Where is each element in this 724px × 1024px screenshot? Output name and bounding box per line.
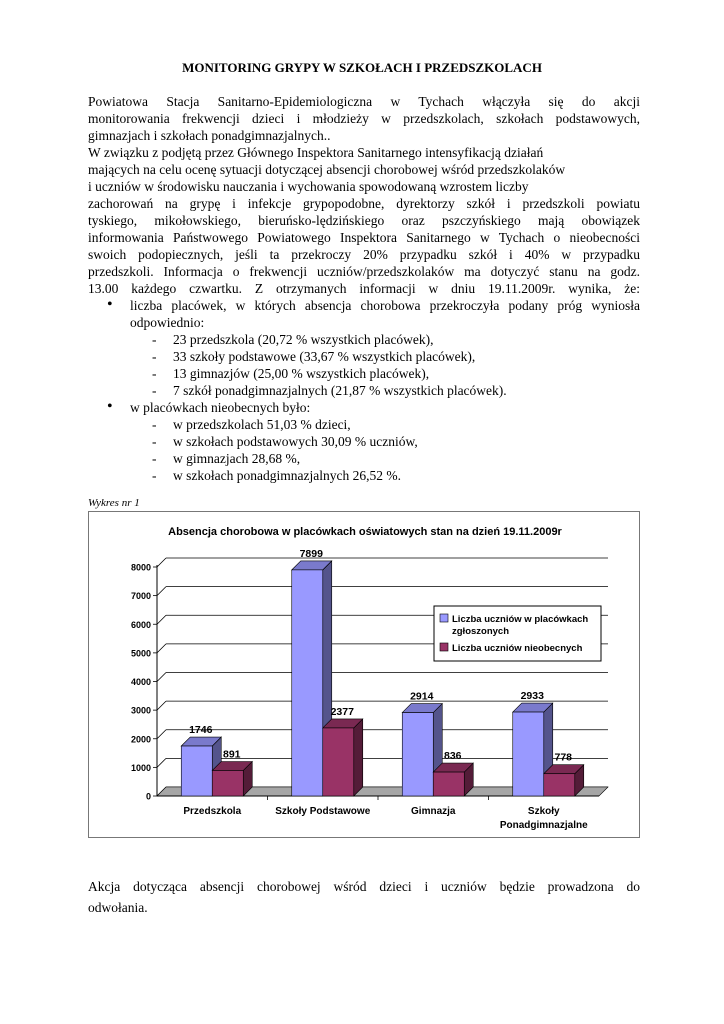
legend-swatch — [440, 614, 448, 622]
dash-icon: - — [152, 417, 157, 432]
dash-icon: - — [152, 468, 157, 483]
gridline-depth — [157, 558, 166, 567]
gridline-depth — [157, 701, 166, 710]
bullet2-item: w przedszkolach 51,03 % dzieci, — [173, 417, 351, 432]
data-label: 7899 — [299, 547, 323, 560]
paragraph2-line2: mających na celu ocenę sytuacji dotyczącej absencji chorobowej wśród przedszkolaków — [88, 162, 566, 177]
gridline-depth — [157, 758, 166, 767]
paragraph2-line1: W związku z podjętą przez Głównego Inspektora Sanitarnego intensyfikacją działań — [88, 145, 544, 160]
chart-caption: Wykres nr 1 — [88, 497, 140, 509]
gridline-depth — [157, 644, 166, 653]
x-tick-label: Ponadgimnazjalne — [499, 820, 588, 831]
y-tick-label: 0 — [145, 791, 151, 802]
legend-label: Liczba uczniów w placówkach — [452, 614, 589, 625]
paragraph2-line6: informowania Państwowego Powiatowego Inspektora Sanitarnego w Tychach o nieobecności — [88, 230, 640, 245]
footer-line1: Akcja dotycząca absencji chorobowej wśród dzieci i uczniów będzie prowadzona do — [88, 879, 640, 894]
bullet1-line1: liczba placówek, w których absencja chorobowa przekroczyła podany próg wyniosła — [130, 298, 640, 313]
dash-icon: - — [152, 366, 157, 381]
paragraph1-line3: gimnazjach i szkołach ponadgimnazjalnych.. — [88, 128, 331, 143]
bullet1-line2: odpowiednio: — [130, 315, 205, 330]
bar — [544, 774, 575, 796]
bar — [433, 772, 464, 796]
page-title: MONITORING GRYPY W SZKOŁACH I PRZEDSZKOLACH — [182, 60, 542, 75]
data-label: 836 — [443, 750, 462, 763]
y-tick-label: 4000 — [130, 677, 151, 687]
x-tick-label: Przedszkola — [183, 806, 242, 817]
bar — [513, 712, 544, 796]
bar — [323, 728, 354, 796]
gridline-depth — [157, 730, 166, 739]
legend-swatch — [440, 643, 448, 651]
y-tick-label: 8000 — [130, 562, 151, 573]
bullet1-item: 13 gimnazjów (25,00 % wszystkich placówek), — [173, 366, 430, 381]
gridline-depth — [157, 673, 166, 682]
data-label: 2933 — [520, 690, 544, 703]
bullet2-item: w gimnazjach 28,68 %, — [173, 451, 301, 466]
y-tick-label: 2000 — [130, 734, 151, 745]
bar-chart — [89, 512, 641, 839]
paragraph1-line1: Powiatowa Stacja Sanitarno-Epidemiologiczna w Tychach włączyła się do akcji — [88, 94, 640, 109]
legend-label: Liczba uczniów nieobecnych — [452, 643, 583, 654]
y-tick-label: 1000 — [130, 762, 151, 773]
bullet-icon: • — [107, 398, 113, 415]
dash-icon: - — [152, 349, 157, 364]
y-tick-label: 3000 — [130, 705, 151, 716]
dash-icon: - — [152, 332, 157, 347]
bullet1-item: 7 szkół ponadgimnazjalnych (21,87 % wszystkich placówek). — [173, 383, 507, 398]
bullet1-item: 33 szkoły podstawowe (33,67 % wszystkich placówek), — [173, 349, 476, 364]
gridline-depth — [157, 615, 166, 624]
bar — [181, 746, 212, 796]
x-tick-label: Gimnazja — [411, 806, 456, 817]
bullet2-item: w szkołach podstawowych 30,09 % uczniów, — [173, 434, 418, 449]
dash-icon: - — [152, 434, 157, 449]
legend-label: zgłoszonych — [452, 626, 510, 637]
y-tick-label: 6000 — [130, 619, 151, 630]
chart-title: Absencja chorobowa w placówkach oświatowych stan na dzień 19.11.2009r — [168, 526, 562, 538]
data-label: 778 — [554, 751, 573, 764]
paragraph2-line3: i uczniów w środowisku nauczania i wychowania spowodowaną wzrostem liczby — [88, 179, 529, 194]
bullet1-item: 23 przedszkola (20,72 % wszystkich placówek), — [173, 332, 434, 347]
paragraph2-line8: przedszkoli. Informacja o frekwencji uczniów/przedszkolaków ma dotyczyć stanu na godz. — [88, 264, 640, 279]
chart-container — [88, 511, 640, 838]
bar-side — [354, 719, 363, 796]
bar — [292, 570, 323, 796]
bar — [402, 713, 433, 796]
bullet2-item: w szkołach ponadgimnazjalnych 26,52 %. — [173, 468, 401, 483]
paragraph1-line2: monitorowania frekwencji dzieci i młodzieży w przedszkolach, szkołach podstawowych, — [88, 111, 640, 126]
x-tick-label: Szkoły — [527, 806, 560, 817]
paragraph2-line4: zachorowań na grypę i infekcje grypopodobne, dyrektorzy szkół i przedszkoli powiatu — [88, 196, 640, 211]
paragraph2-line5: tyskiego, mikołowskiego, bieruńsko-lędzińskiego oraz pszczyńskiego mają obowiązek — [88, 213, 640, 228]
data-label: 891 — [222, 748, 241, 761]
bullet2-line1: w placówkach nieobecnych było: — [130, 400, 311, 415]
paragraph2-line7: swoich podopiecznych, jeśli ta przekroczy 20% przypadku szkół i 40% w przypadku — [88, 247, 640, 262]
footer-line2: odwołania. — [88, 900, 148, 915]
dash-icon: - — [152, 451, 157, 466]
data-label: 2914 — [410, 690, 434, 703]
data-label: 1746 — [189, 724, 213, 737]
gridline-depth — [157, 587, 166, 596]
dash-icon: - — [152, 383, 157, 398]
data-label: 2377 — [330, 705, 354, 718]
bullet-icon: • — [107, 296, 113, 313]
y-tick-label: 5000 — [130, 648, 151, 659]
x-tick-label: Szkoły Podstawowe — [275, 806, 371, 817]
y-tick-label: 7000 — [130, 591, 151, 602]
paragraph2-line9: 13.00 każdego czwartku. Z otrzymanych informacji w dniu 19.11.2009r. wynika, że: — [88, 281, 640, 296]
bar — [212, 770, 243, 796]
